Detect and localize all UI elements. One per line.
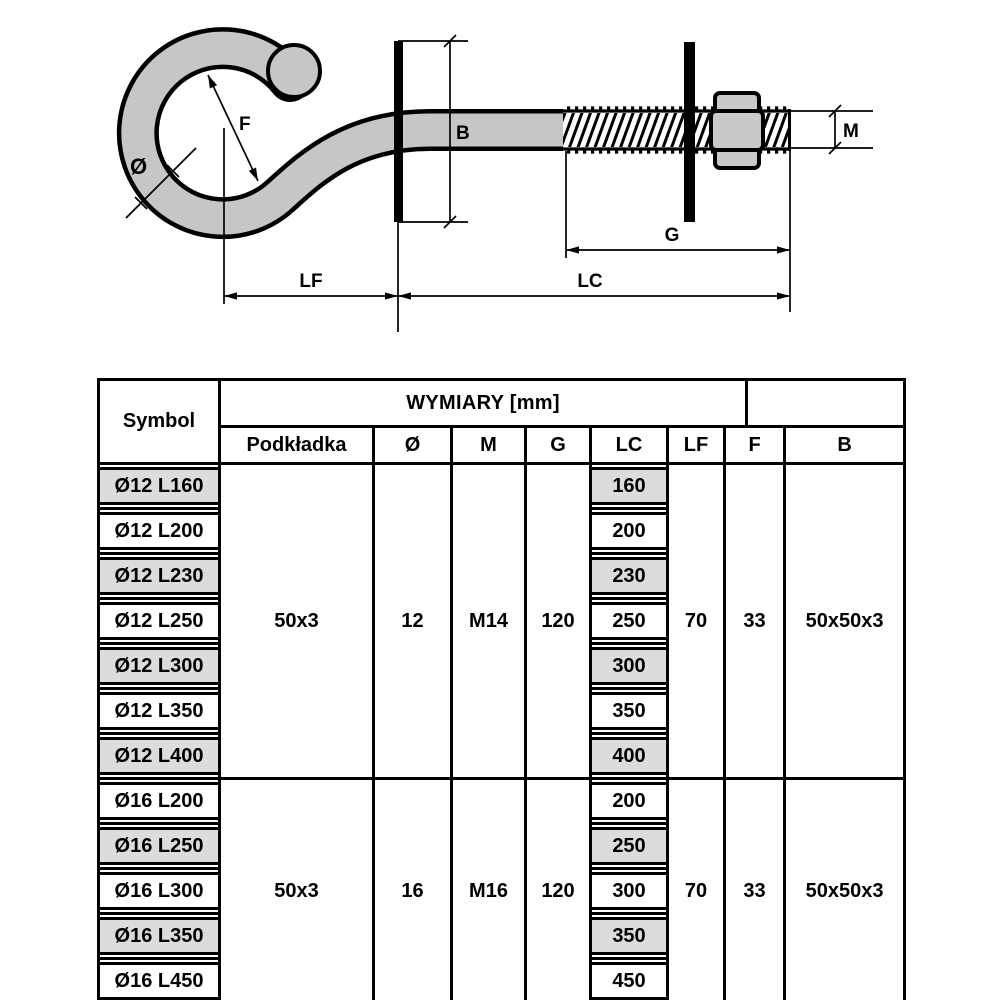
symbol-header: Symbol <box>99 380 220 464</box>
col-header-f: F <box>725 427 785 464</box>
hook-shank <box>138 45 566 218</box>
hook-ball-end <box>268 45 320 97</box>
symbol-cell <box>99 599 220 644</box>
symbol-cell <box>99 689 220 734</box>
table-row <box>99 779 905 824</box>
plate-right <box>684 42 695 222</box>
lc-cell <box>591 464 668 509</box>
table-row <box>99 464 905 509</box>
lf-value: 70 <box>668 779 725 1000</box>
hex-nut <box>711 93 763 168</box>
lc-box: 200 <box>592 782 666 820</box>
symbol-cell <box>99 779 220 824</box>
lf-value: 70 <box>668 464 725 779</box>
dim-lf-label: LF <box>299 271 323 292</box>
symbol-box: Ø16 L200 <box>100 782 218 820</box>
header-row-top <box>99 380 905 427</box>
f-value: 33 <box>725 464 785 779</box>
symbol-box: Ø16 L250 <box>100 827 218 865</box>
dim-g-label: G <box>664 225 680 246</box>
lc-cell <box>591 554 668 599</box>
dim-b-label: B <box>456 123 470 144</box>
symbol-cell <box>99 869 220 914</box>
col-header-b: B <box>785 427 905 464</box>
symbol-box: Ø16 L350 <box>100 917 218 955</box>
b-value: 50x50x3 <box>785 779 905 1000</box>
symbol-box: Ø12 L400 <box>100 737 218 775</box>
symbol-box: Ø12 L230 <box>100 557 218 595</box>
lc-box: 160 <box>592 467 666 505</box>
col-header-diameter: Ø <box>374 427 452 464</box>
lc-cell <box>591 959 668 1000</box>
header-empty-cell <box>747 380 905 427</box>
dim-lc <box>398 222 790 332</box>
m-value: M16 <box>452 779 526 1000</box>
col-header-podkladka: Podkładka <box>220 427 374 464</box>
dimensions-table <box>97 378 906 1000</box>
f-value: 33 <box>725 779 785 1000</box>
symbol-box: Ø12 L250 <box>100 602 218 640</box>
header-row-columns <box>99 427 905 464</box>
plate-left <box>394 41 403 222</box>
symbol-box: Ø12 L300 <box>100 647 218 685</box>
col-header-lc: LC <box>591 427 668 464</box>
lc-box: 450 <box>592 962 666 1000</box>
symbol-cell <box>99 959 220 1000</box>
lc-cell <box>591 599 668 644</box>
lc-cell <box>591 869 668 914</box>
symbol-cell <box>99 824 220 869</box>
lc-box: 400 <box>592 737 666 775</box>
symbol-cell <box>99 464 220 509</box>
lc-cell <box>591 509 668 554</box>
dim-m <box>790 105 873 154</box>
lc-box: 250 <box>592 827 666 865</box>
dim-lc-label: LC <box>577 271 603 292</box>
symbol-cell <box>99 644 220 689</box>
col-header-lf: LF <box>668 427 725 464</box>
lc-box: 300 <box>592 872 666 910</box>
symbol-box: Ø12 L160 <box>100 467 218 505</box>
symbol-box: Ø16 L450 <box>100 962 218 1000</box>
lc-cell <box>591 734 668 779</box>
b-value: 50x50x3 <box>785 464 905 779</box>
lc-box: 350 <box>592 692 666 730</box>
lc-cell <box>591 779 668 824</box>
lc-box: 250 <box>592 602 666 640</box>
dim-f <box>208 75 258 181</box>
m-value: M14 <box>452 464 526 779</box>
lc-cell <box>591 644 668 689</box>
hook-bolt-drawing <box>0 0 1000 345</box>
dim-f-label: F <box>239 114 251 135</box>
symbol-cell <box>99 509 220 554</box>
podkladka-value: 50x3 <box>220 464 374 779</box>
lc-box: 300 <box>592 647 666 685</box>
symbol-box: Ø12 L200 <box>100 512 218 550</box>
col-header-m: M <box>452 427 526 464</box>
symbol-box: Ø16 L300 <box>100 872 218 910</box>
g-value: 120 <box>526 779 591 1000</box>
lc-box: 350 <box>592 917 666 955</box>
col-header-g: G <box>526 427 591 464</box>
symbol-cell <box>99 554 220 599</box>
symbol-cell <box>99 734 220 779</box>
dim-m-label: M <box>843 121 859 142</box>
g-value: 120 <box>526 464 591 779</box>
dim-diameter-label: Ø <box>130 154 148 179</box>
lc-cell <box>591 914 668 959</box>
lc-cell <box>591 824 668 869</box>
lc-box: 200 <box>592 512 666 550</box>
lc-box: 230 <box>592 557 666 595</box>
dimensions-header: WYMIARY [mm] <box>220 380 747 427</box>
symbol-box: Ø12 L350 <box>100 692 218 730</box>
podkladka-value: 50x3 <box>220 779 374 1000</box>
symbol-cell <box>99 914 220 959</box>
diameter-value: 16 <box>374 779 452 1000</box>
lc-cell <box>591 689 668 734</box>
diameter-value: 12 <box>374 464 452 779</box>
